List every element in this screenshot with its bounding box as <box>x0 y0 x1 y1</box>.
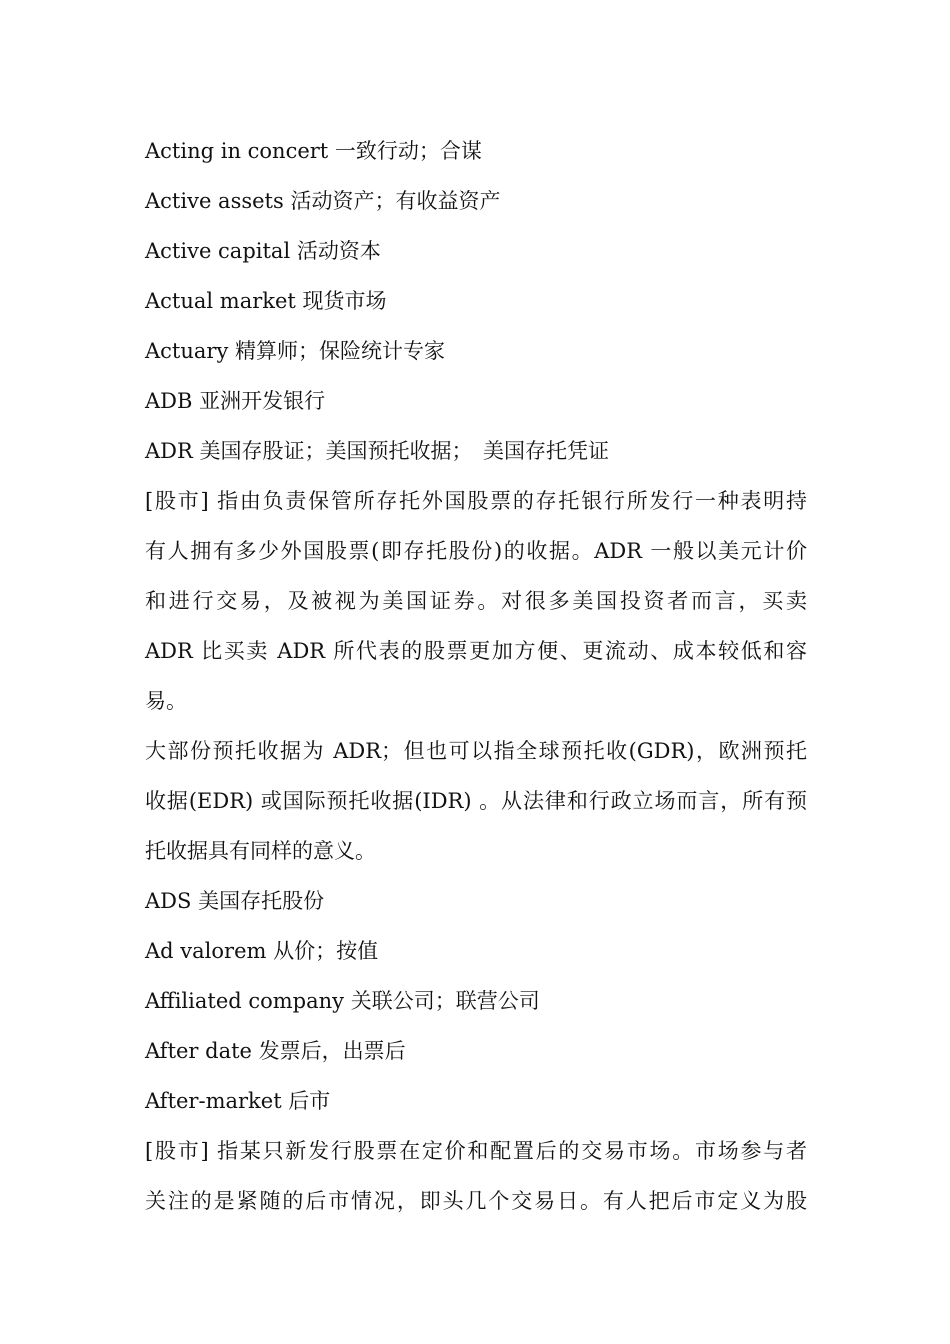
glossary-entry-adr: ADR 美国存股证；美国预托收据； 美国存托凭证 <box>145 439 609 463</box>
after-market-definition-paragraph <box>145 1126 807 1226</box>
glossary-entry-active-assets: Active assets 活动资产；有收益资产 <box>145 189 501 213</box>
glossary-entry-active-capital: Active capital 活动资本 <box>145 239 381 263</box>
depositary-receipts-line-1: 大部份预托收据为 ADR；但也可以指全球预托收(GDR)，欧洲预托 <box>145 739 807 763</box>
depositary-receipts-line-3: 托收据具有同样的意义。 <box>145 839 376 863</box>
glossary-content <box>145 126 807 1226</box>
adr-definition-paragraph <box>145 476 807 726</box>
depositary-receipts-line-2: 收据(EDR) 或国际预托收据(IDR) 。从法律和行政立场而言，所有预 <box>145 789 807 813</box>
adr-definition-line-1: [股市] 指由负责保管所存托外国股票的存托银行所发行一种表明持 <box>145 489 807 513</box>
glossary-entry-actual-market: Actual market 现货市场 <box>145 289 387 313</box>
depositary-receipts-paragraph <box>145 726 807 876</box>
glossary-entry-adb: ADB 亚洲开发银行 <box>145 389 326 413</box>
glossary-entry-ad-valorem: Ad valorem 从价；按值 <box>145 939 379 963</box>
adr-definition-line-3: 和进行交易，及被视为美国证券。对很多美国投资者而言，买卖 <box>145 589 807 613</box>
glossary-entry-after-market: After-market 后市 <box>145 1089 331 1113</box>
after-market-definition-line-1: [股市] 指某只新发行股票在定价和配置后的交易市场。市场参与者 <box>145 1139 807 1163</box>
glossary-entry-affiliated-company: Affiliated company 关联公司；联营公司 <box>145 989 540 1013</box>
after-market-definition-line-2: 关注的是紧随的后市情况，即头几个交易日。有人把后市定义为股 <box>145 1189 807 1213</box>
glossary-entry-ads: ADS 美国存托股份 <box>145 889 325 913</box>
glossary-entry-after-date: After date 发票后，出票后 <box>145 1039 406 1063</box>
adr-definition-line-2: 有人拥有多少外国股票(即存托股份)的收据。ADR 一般以美元计价 <box>145 539 807 563</box>
adr-definition-line-5: 易。 <box>145 689 187 713</box>
glossary-entry-acting-in-concert: Acting in concert 一致行动；合谋 <box>145 139 482 163</box>
adr-definition-line-4: ADR 比买卖 ADR 所代表的股票更加方便、更流动、成本较低和容 <box>145 639 807 663</box>
glossary-entry-actuary: Actuary 精算师；保险统计专家 <box>145 339 445 363</box>
